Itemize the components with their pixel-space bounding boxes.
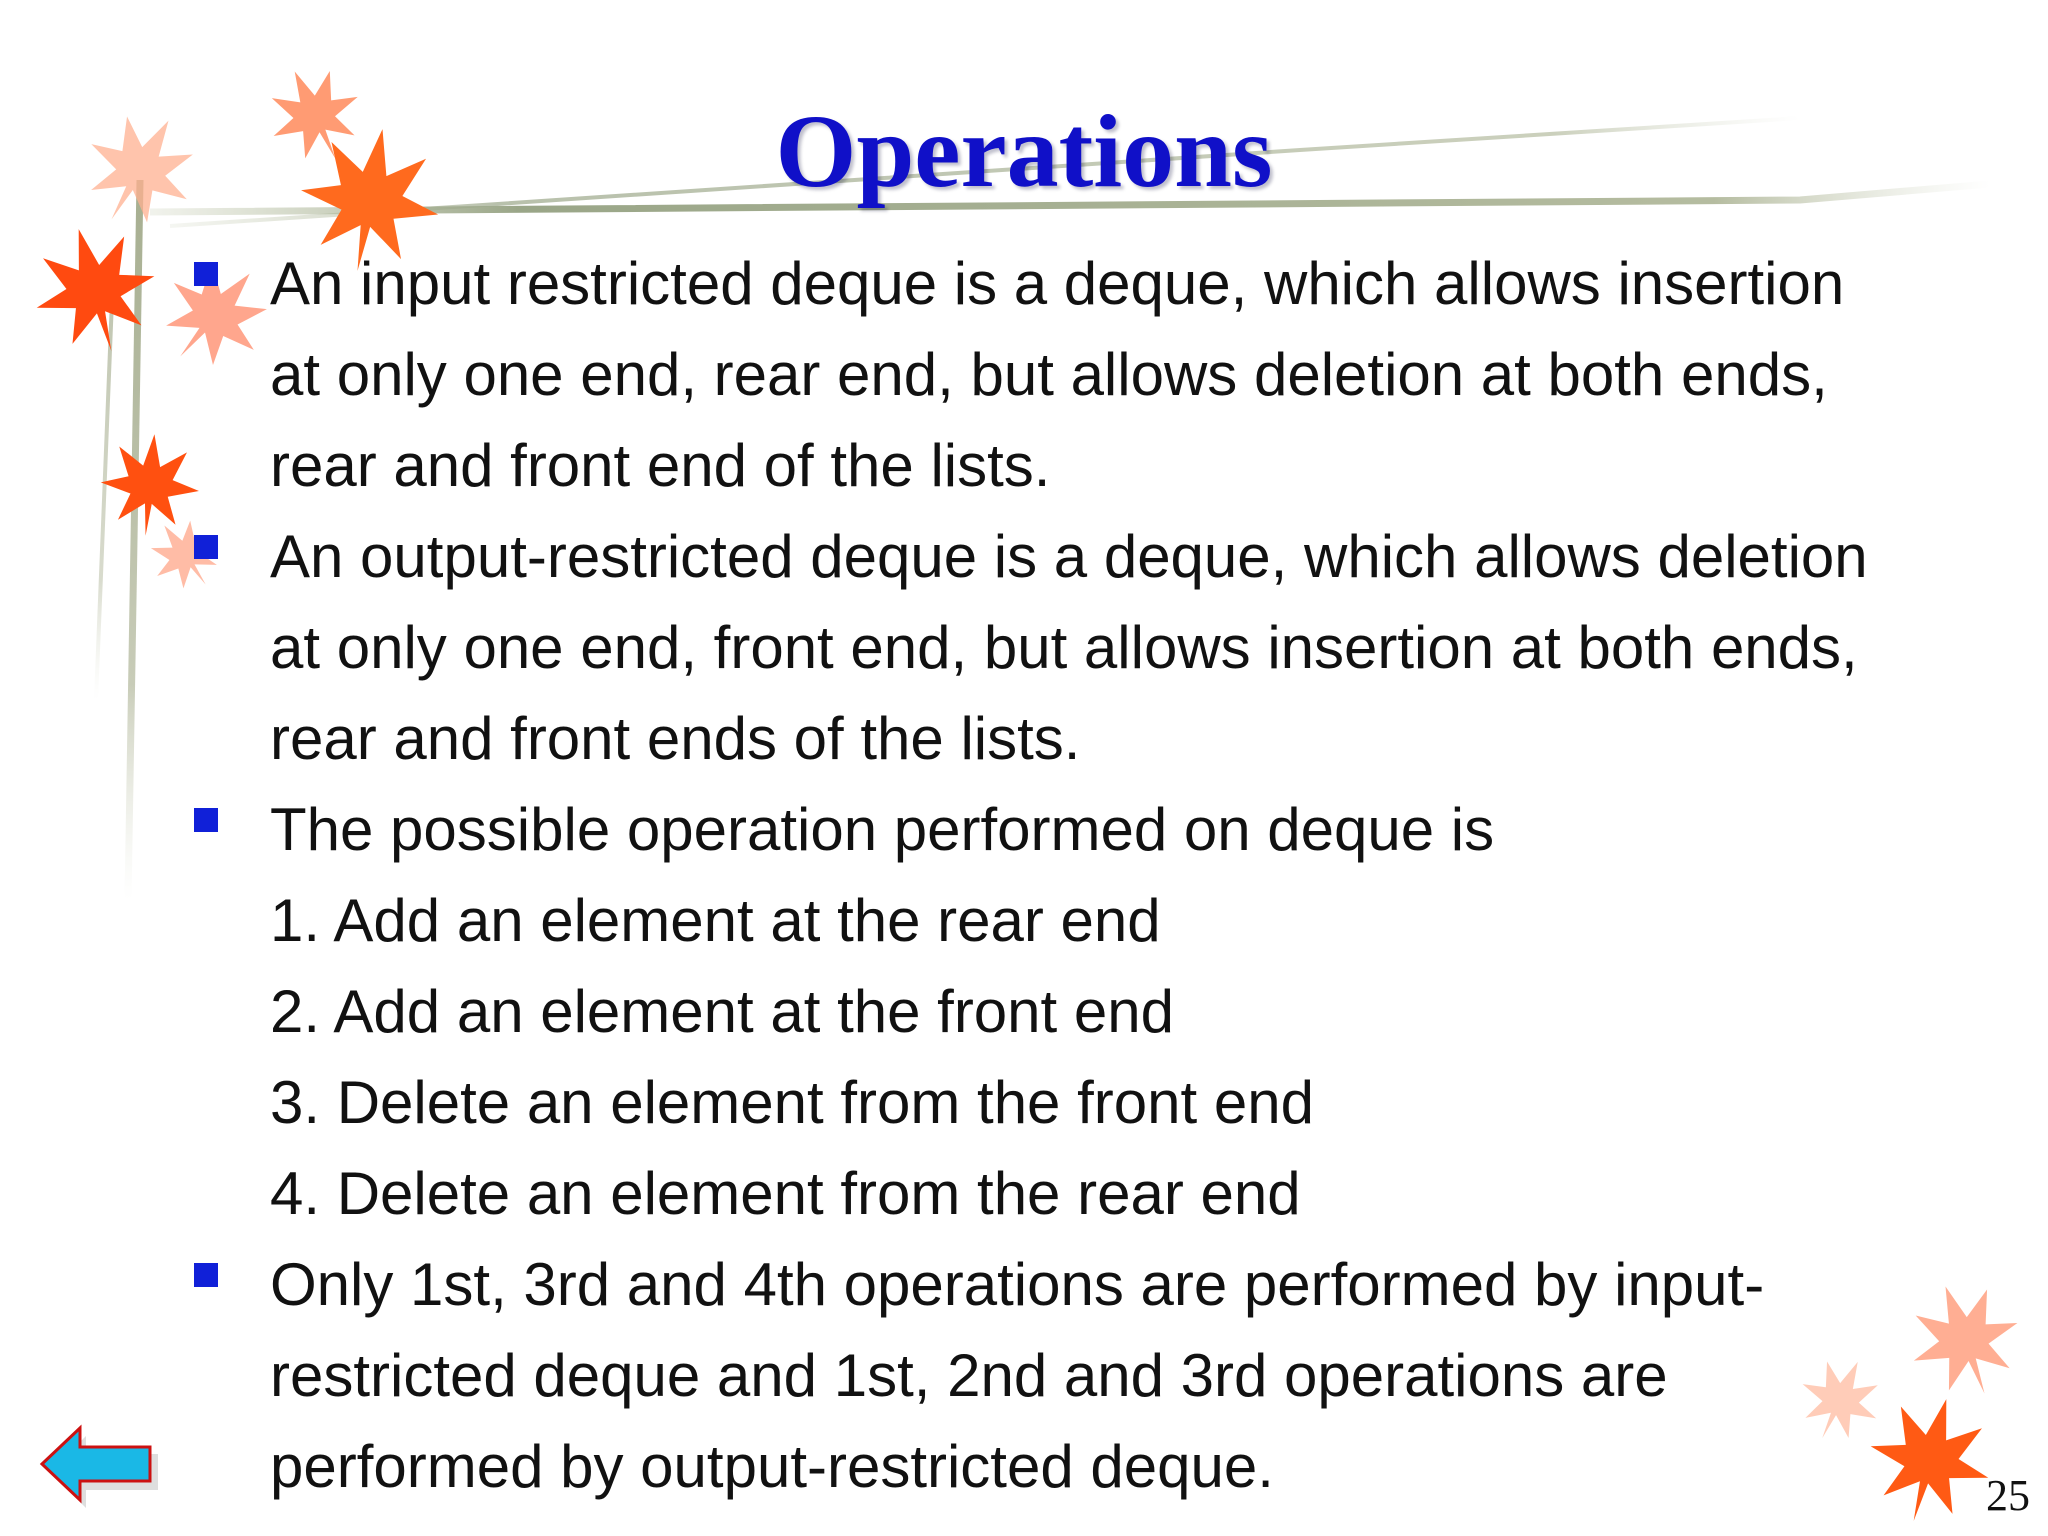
operation-item <box>190 875 1990 966</box>
operation-text: 3. Delete an element from the front end <box>270 1069 1314 1136</box>
list-item <box>190 511 1990 602</box>
list-item-continuation <box>190 1330 1990 1421</box>
slide-title: Operations <box>775 94 1273 209</box>
list-item <box>190 238 1990 329</box>
operation-item <box>190 1148 1990 1239</box>
list-item-continuation <box>190 329 1990 420</box>
bullet-text: An output-restricted deque is a deque, which allows deletion <box>270 523 1868 590</box>
bullet-text: rear and front end of the lists. <box>270 432 1051 499</box>
bullet-square-icon <box>194 535 218 559</box>
bullet-square-icon <box>194 808 218 832</box>
bullet-text: at only one end, rear end, but allows deletion at both ends, <box>270 341 1828 408</box>
bullet-text: Only 1st, 3rd and 4th operations are performed by input- <box>270 1251 1765 1318</box>
page-number: 25 <box>1986 1471 2030 1520</box>
list-item-continuation <box>190 693 1990 784</box>
operation-item <box>190 1057 1990 1148</box>
operation-item <box>190 966 1990 1057</box>
bullet-list <box>190 238 1990 1512</box>
operation-text: 4. Delete an element from the rear end <box>270 1160 1301 1227</box>
bullet-text: performed by output-restricted deque. <box>270 1433 1274 1500</box>
left-arrow-icon <box>42 1428 158 1508</box>
list-item-continuation <box>190 602 1990 693</box>
list-item <box>190 1239 1990 1330</box>
bullet-text: at only one end, front end, but allows insertion at both ends, <box>270 614 1858 681</box>
operation-text: 2. Add an element at the front end <box>270 978 1174 1045</box>
bullet-text: rear and front ends of the lists. <box>270 705 1081 772</box>
operation-text: 1. Add an element at the rear end <box>270 887 1161 954</box>
maple-leaf-icon <box>20 213 170 366</box>
bullet-text: The possible operation performed on deque is <box>270 796 1495 863</box>
list-item-continuation <box>190 1421 1990 1512</box>
bamboo-stalk-vertical-thin <box>96 300 112 700</box>
list-item-continuation <box>190 420 1990 511</box>
bullet-text: restricted deque and 1st, 2nd and 3rd operations are <box>270 1342 1668 1409</box>
bullet-square-icon <box>194 262 218 286</box>
bullet-square-icon <box>194 1263 218 1287</box>
maple-leaf-icon <box>96 430 203 540</box>
bullet-text: An input restricted deque is a deque, which allows insertion <box>270 250 1845 317</box>
back-button[interactable] <box>36 1420 166 1510</box>
list-item <box>190 784 1990 875</box>
